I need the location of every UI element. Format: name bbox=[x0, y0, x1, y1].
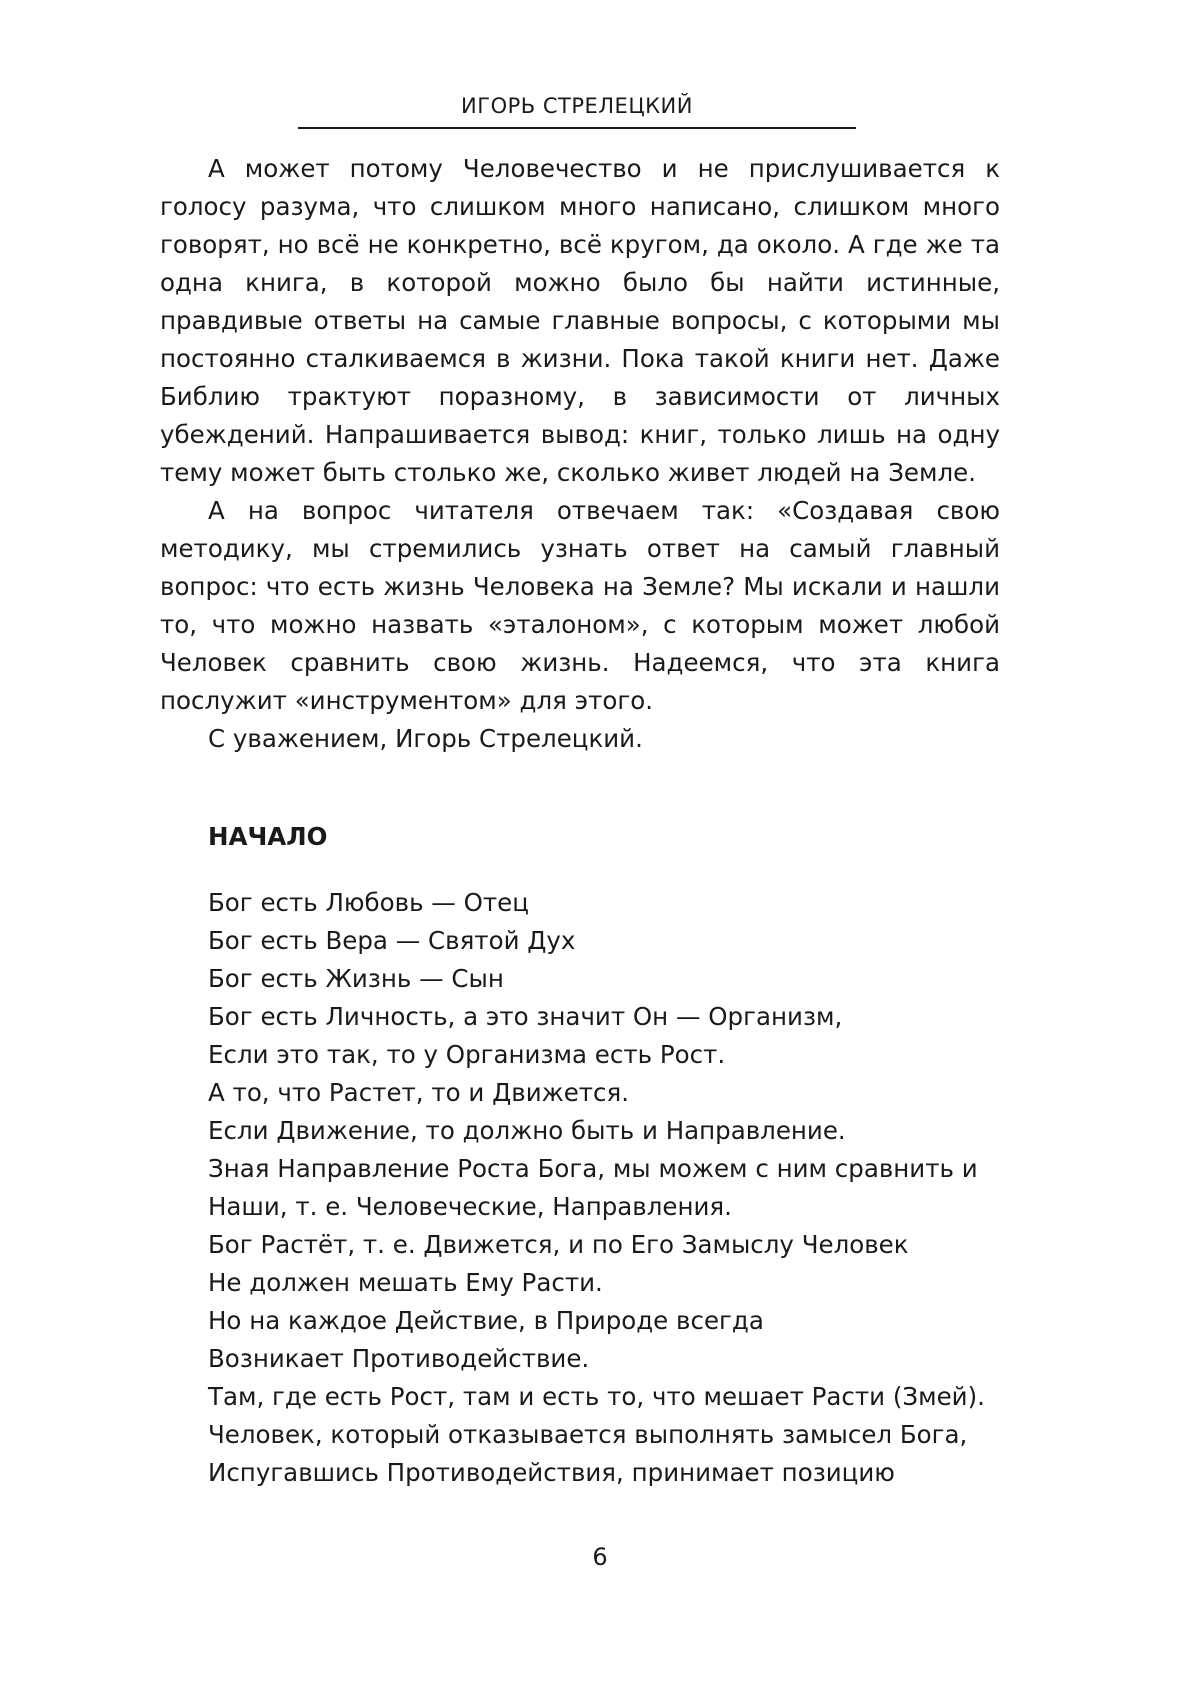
verse-line: Человек, который отказывается выполнять замысел Бога, bbox=[208, 1420, 968, 1449]
verse-line: Наши, т. е. Человеческие, Направления. bbox=[208, 1192, 732, 1221]
verse-line: А то, что Растет, то и Движется. bbox=[208, 1078, 630, 1107]
verse-block bbox=[208, 884, 1008, 1492]
paragraph: А на вопрос читателя отвечаем так: «Создавая свою методику, мы стремились узнать ответ на самый главный вопрос: что есть жизнь Человека на Земле? Мы искали и нашли то, что можно назвать «эталоном», с которым может любой Человек сравнить свою жизнь. Надеемся, что эта книга послужит «инструментом» для этого. bbox=[160, 496, 1000, 715]
verse-line: Бог есть Жизнь — Сын bbox=[208, 964, 504, 993]
section-heading: НАЧАЛО bbox=[208, 822, 328, 851]
verse-line: Если это так, то у Организма есть Рост. bbox=[208, 1040, 726, 1069]
verse-line: Испугавшись Противодействия, принимает позицию bbox=[208, 1458, 895, 1487]
verse-line: Зная Направление Роста Бога, мы можем с ним сравнить и bbox=[208, 1154, 978, 1183]
body-text bbox=[160, 150, 1000, 758]
running-head-author: ИГОРЬ СТРЕЛЕЦКИЙ bbox=[461, 94, 693, 118]
page-number: 6 bbox=[592, 1543, 608, 1571]
verse-line: Бог есть Любовь — Отец bbox=[208, 888, 529, 917]
verse-line: Возникает Противодействие. bbox=[208, 1344, 590, 1373]
verse-line: Не должен мешать Ему Расти. bbox=[208, 1268, 603, 1297]
verse-line: Там, где есть Рост, там и есть то, что мешает Расти (Змей). bbox=[208, 1382, 985, 1411]
verse-line: Бог есть Личность, а это значит Он — Организм, bbox=[208, 1002, 843, 1031]
header-rule bbox=[298, 127, 856, 129]
verse-line: Если Движение, то должно быть и Направление. bbox=[208, 1116, 846, 1145]
verse-line: Но на каждое Действие, в Природе всегда bbox=[208, 1306, 764, 1335]
verse-line: Бог есть Вера — Святой Дух bbox=[208, 926, 576, 955]
paragraph: А может потому Человечество и не прислушивается к голосу разума, что слишком много написано, слишком много говорят, но всё не конкретно, всё кругом, да около. А где же та одна книга, в которой можно было бы найти истинные, правдивые ответы на самые главные вопросы, с которыми мы постоянно сталкиваемся в жизни. Пока такой книги нет. Даже Библию трактуют поразному, в зависимости от личных убеждений. Напрашивается вывод: книг, только лишь на одну тему может быть столько же, сколько живет людей на Земле. bbox=[160, 154, 1000, 487]
signoff-paragraph: С уважением, Игорь Стрелецкий. bbox=[208, 724, 643, 753]
verse-line: Бог Растёт, т. е. Движется, и по Его Замыслу Человек bbox=[208, 1230, 909, 1259]
